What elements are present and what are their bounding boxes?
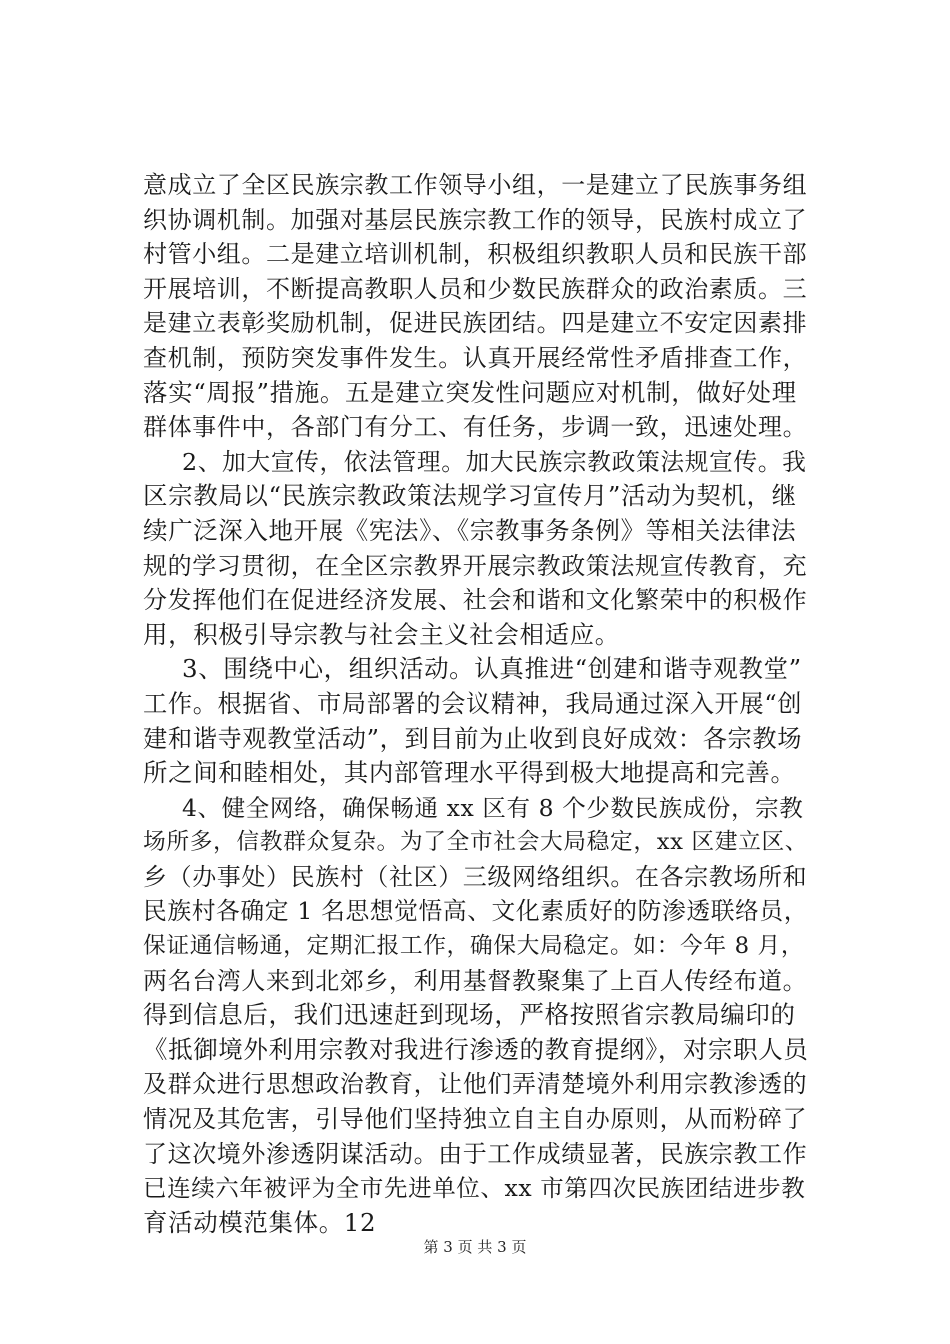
text-line: 及群众进行思想政治教育，让他们弄清楚境外利用宗教渗透的 (143, 1070, 808, 1099)
text-line: 织协调机制。加强对基层民族宗教工作的领导，民族村成立了 (143, 205, 808, 234)
text-line: 乡（办事处）民族村（社区）三级网络组织。在各宗教场所和 (143, 862, 808, 891)
text-line: 区宗教局以“民族宗教政策法规学习宣传月”活动为契机，继 (143, 481, 797, 511)
body-text (143, 168, 808, 1240)
text-line: 查机制，预防突发事件发生。认真开展经常性矛盾排查工作， (143, 343, 808, 372)
text-line: 用，积极引导宗教与社会主义社会相适应。 (143, 619, 620, 649)
text-line: 得到信息后，我们迅速赶到现场，严格按照省宗教局编印的 (143, 1000, 796, 1030)
text-line: 《抵御境外利用宗教对我进行渗透的教育提纲》，对宗职人员 (143, 1034, 809, 1064)
text-line: 了这次境外渗透阴谋活动。由于工作成绩显著，民族宗教工作 (143, 1139, 808, 1168)
text-line: 建和谐寺观教堂活动”，到目前为止收到良好成效：各宗教场 (143, 723, 803, 753)
text-line: 保证通信畅通，定期汇报工作，确保大局稳定。如：今年 8 月， (143, 933, 805, 960)
paragraph-2-start: 2、加大宣传，依法管理。加大民族宗教政策法规宣传。我 (182, 447, 807, 476)
text-line: 开展培训，不断提高教职人员和少数民族群众的政治素质。三 (143, 274, 808, 303)
page-number-footer: 第 3 页 共 3 页 (423, 1238, 527, 1256)
text-line: 所之间和睦相处，其内部管理水平得到极大地提高和完善。 (143, 758, 796, 788)
text-line: 情况及其危害，引导他们坚持独立自主自办原则，从而粉碎了 (143, 1105, 808, 1134)
text-line: 民族村各确定 1 名思想觉悟高、文化素质好的防渗透联络员， (143, 897, 809, 926)
text-line: 场所多，信教群众复杂。为了全市社会大局稳定，xx 区建立区、 (143, 829, 809, 856)
text-line: 工作。根据省、市局部署的会议精神，我局通过深入开展“创 (143, 688, 803, 718)
text-line: 规的学习贯彻，在全区宗教界开展宗教政策法规宣传教育，充 (143, 551, 808, 580)
text-line: 是建立表彰奖励机制，促进民族团结。四是建立不安定因素排 (143, 309, 808, 338)
text-line: 已连续六年被评为全市先进单位、xx 市第四次民族团结进步教 (143, 1174, 806, 1203)
text-line: 两名台湾人来到北郊乡，利用基督教聚集了上百人传经布道。 (143, 966, 808, 995)
text-line: 村管小组。二是建立培训机制，积极组织教职人员和民族干部 (143, 240, 808, 269)
text-line: 分发挥他们在促进经济发展、社会和谐和文化繁荣中的积极作 (143, 586, 808, 615)
text-line: 落实“周报”措施。五是建立突发性问题应对机制，做好处理 (143, 377, 797, 407)
text-line: 意成立了全区民族宗教工作领导小组，一是建立了民族事务组 (143, 171, 808, 199)
paragraph-4-start: 4、健全网络，确保畅通 xx 区有 8 个少数民族成份，宗教 (182, 793, 804, 822)
text-line: 续广泛深入地开展《宪法》、《宗教事务条例》等相关法律法 (143, 515, 797, 545)
text-line: 群体事件中，各部门有分工、有任务，步调一致，迅速处理。 (143, 413, 808, 442)
text-line: 育活动模范集体。12 (143, 1207, 377, 1237)
paragraph-3-start: 3、围绕中心，组织活动。认真推进“创建和谐寺观教堂” (182, 654, 802, 684)
